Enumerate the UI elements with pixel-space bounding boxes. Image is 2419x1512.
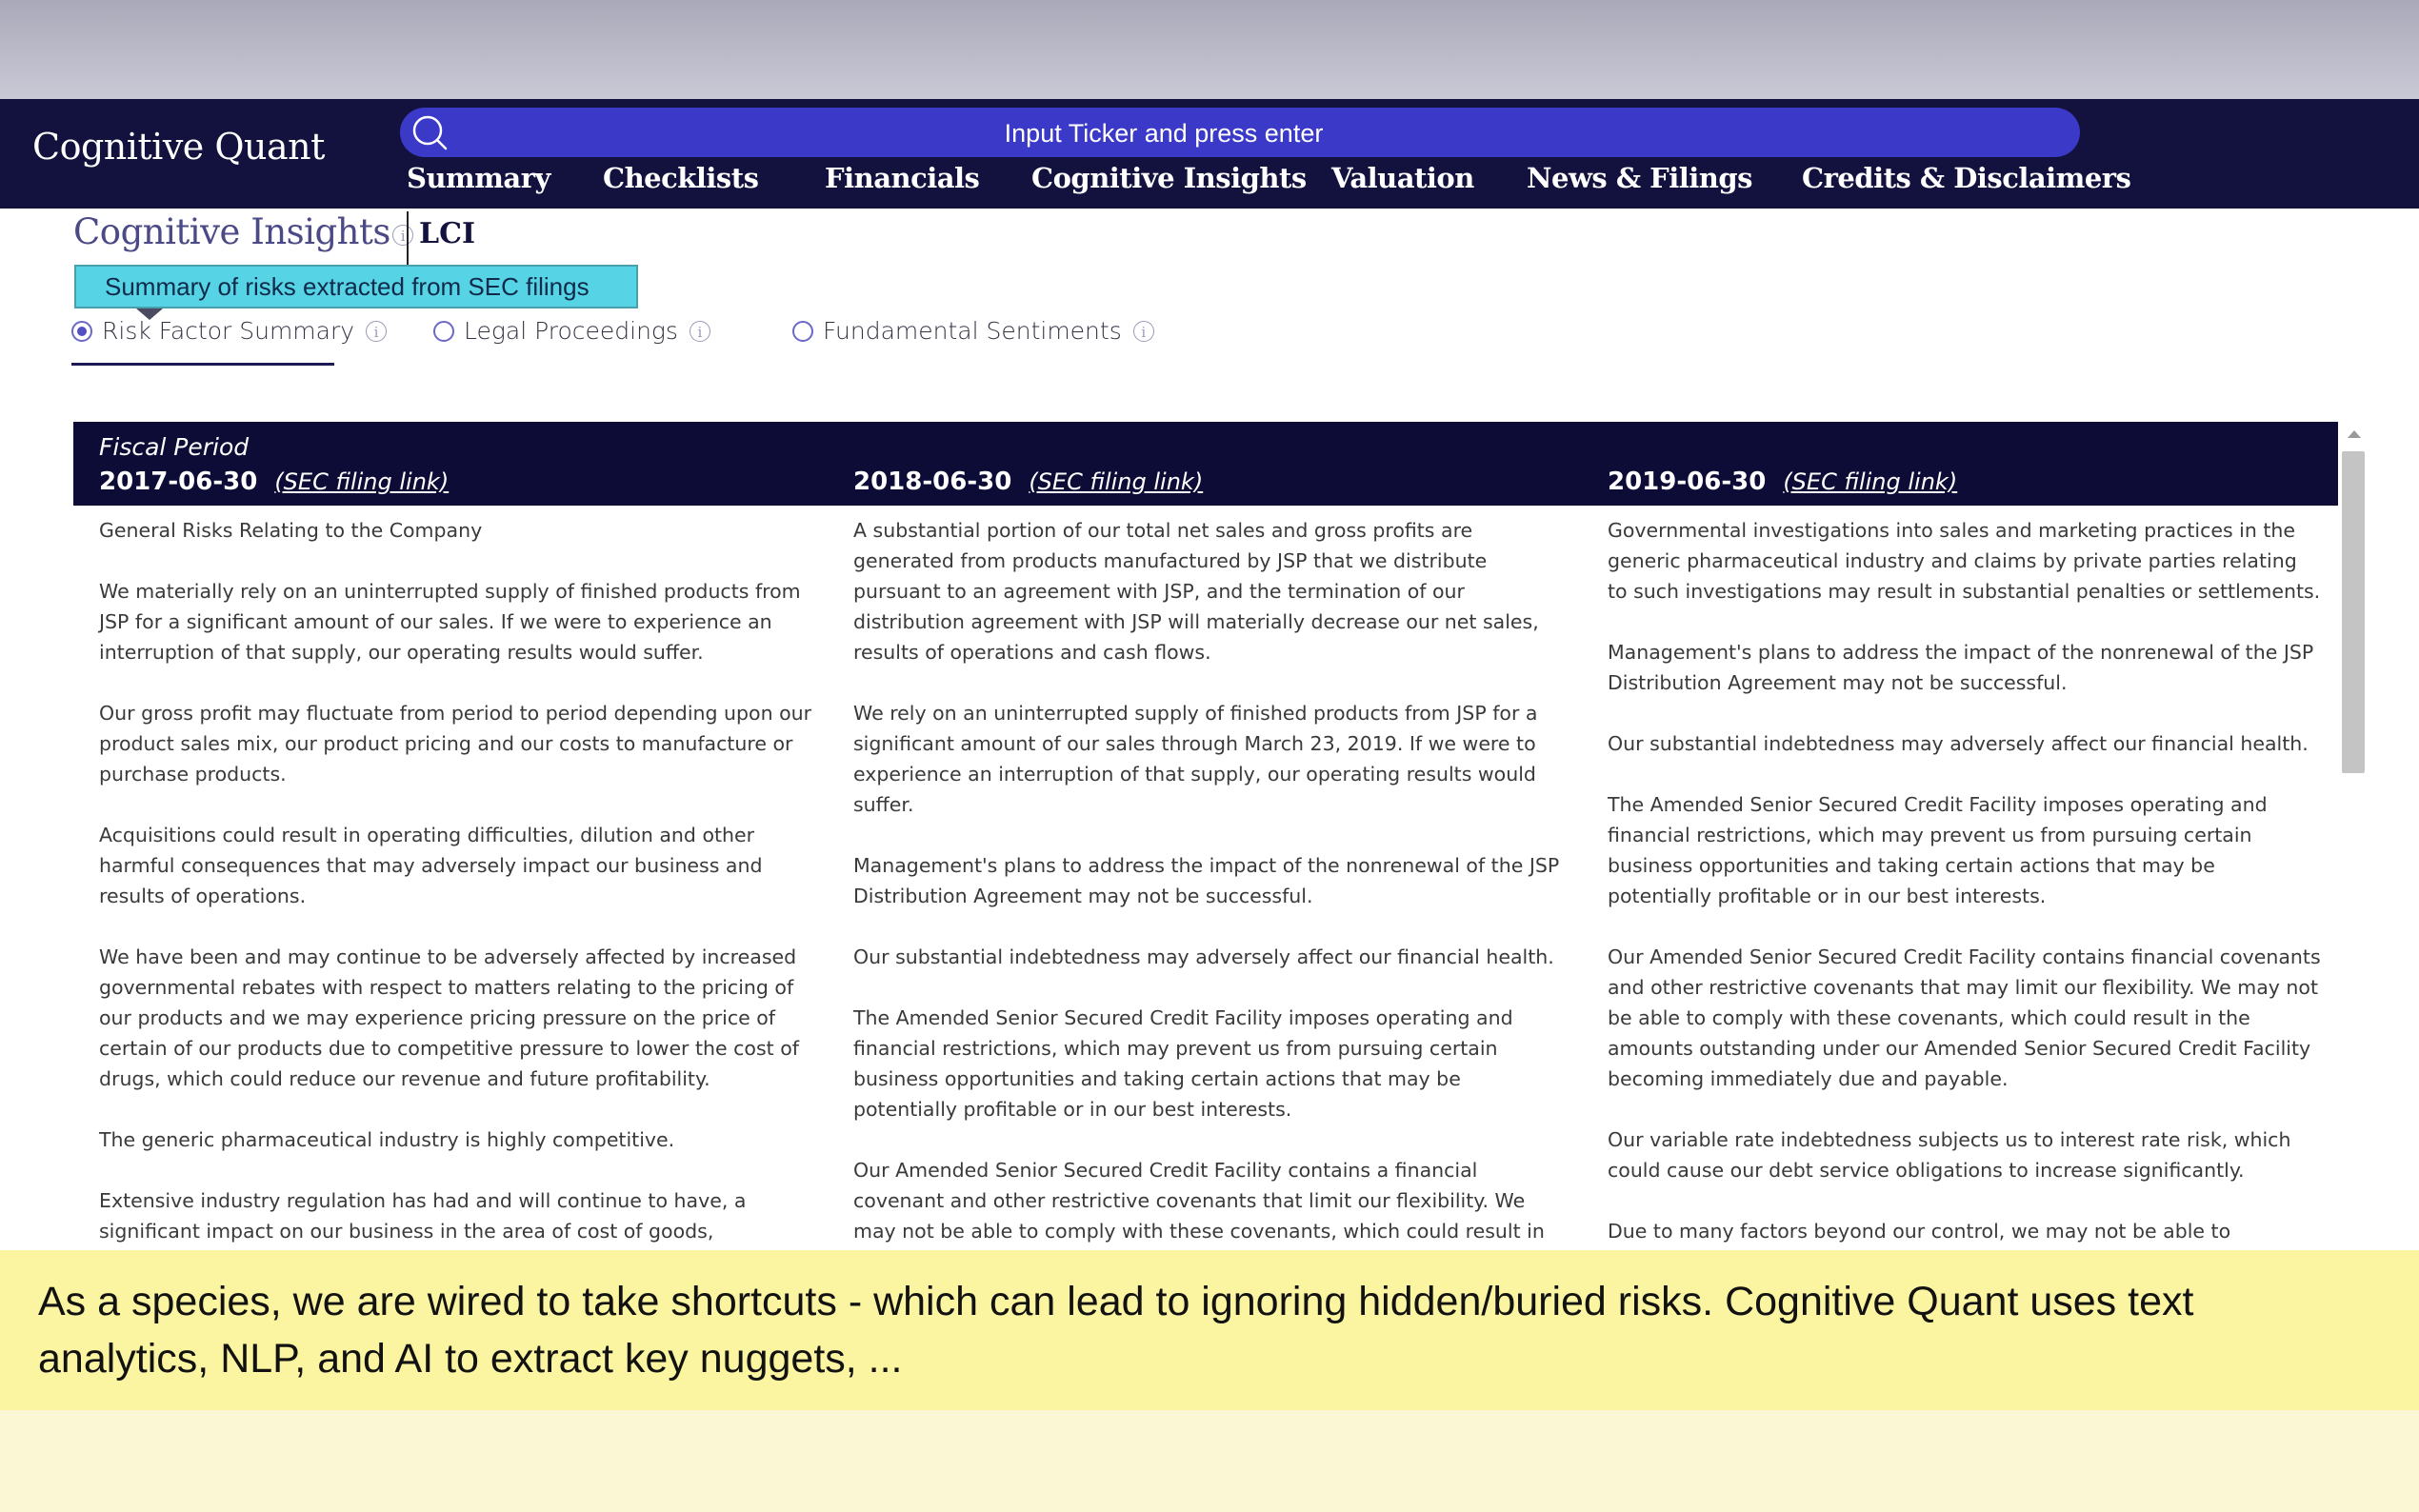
risk-item: The Amended Senior Secured Credit Facility imposes operating and financial restrictions, which may prevent us from pursuing certain business opportunities and taking certain actions that may be potentially profitable or in our best interests.	[853, 1006, 1513, 1121]
tab-cognitive-insights[interactable]: Cognitive Insights	[1031, 162, 1307, 194]
radio-legal-proceedings[interactable]	[433, 317, 710, 345]
risk-item: Our Amended Senior Secured Credit Facility contains a financial covenant and other restrictive covenants that limit our flexibility. We may not be able to comply with these covenants, which could result in	[853, 1159, 1545, 1243]
risk-item: Our gross profit may fluctuate from period to period depending upon our product sales mix, our product pricing and our costs to manufacture or purchase products.	[99, 702, 812, 786]
radio-risk-factor-summary[interactable]	[71, 317, 387, 345]
risk-item: Acquisitions could result in operating difficulties, dilution and other harmful consequences that may adversely impact our business and results of operations.	[99, 824, 763, 907]
radio-label: Risk Factor Summary	[102, 317, 355, 345]
navbar	[0, 99, 2419, 209]
risk-column-2018	[853, 515, 1568, 1250]
caption-band	[0, 1250, 2419, 1410]
sec-filing-link[interactable]: (SEC filing link)	[1783, 468, 1958, 495]
title-divider	[407, 211, 409, 265]
risk-item: Our substantial indebtedness may adversely affect our financial health.	[853, 945, 1554, 968]
radio-label: Legal Proceedings	[464, 317, 678, 345]
risk-item: A substantial portion of our total net sales and gross profits are generated from products manufactured by JSP that we distribute pursuant to an agreement with JSP, and the termination of our distribution agreement with JSP will materially decrease our net sales, results of operations and cash flows.	[853, 519, 1539, 664]
risk-item: We materially rely on an uninterrupted supply of finished products from JSP for a significant amount of our sales. If we were to experience an interruption of that supply, our operating results would suffer.	[99, 580, 801, 664]
risk-item: Our substantial indebtedness may adversely affect our financial health.	[1608, 732, 2309, 755]
column-header	[99, 468, 449, 496]
tab-financials[interactable]: Financials	[825, 162, 980, 194]
risk-item: Extensive industry regulation has had and will continue to have, a significant impact on our business in the area of cost of goods,	[99, 1189, 747, 1243]
radio-unchecked-icon[interactable]	[792, 321, 813, 342]
fiscal-period-date: 2018-06-30	[853, 468, 1012, 496]
ticker-search-bar	[400, 108, 2080, 157]
tooltip: Summary of risks extracted from SEC filings	[74, 265, 638, 308]
sec-filing-link[interactable]: (SEC filing link)	[274, 468, 450, 495]
scroll-up-arrow-icon[interactable]	[2348, 430, 2361, 438]
info-icon[interactable]: i	[690, 321, 710, 342]
radio-label: Fundamental Sentiments	[823, 317, 1122, 345]
risk-item: Management's plans to address the impact of the nonrenewal of the JSP Distribution Agreement may not be successful.	[853, 854, 1560, 907]
top-background	[0, 0, 2419, 99]
tab-summary[interactable]: Summary	[407, 162, 550, 194]
page-title-text: Cognitive Insights	[73, 211, 390, 252]
radio-unchecked-icon[interactable]	[433, 321, 454, 342]
risk-column-2017	[99, 515, 813, 1250]
fiscal-period-date: 2019-06-30	[1608, 468, 1767, 496]
active-radio-underline	[71, 363, 334, 366]
brand-logo[interactable]: Cognitive Quant	[32, 126, 325, 168]
tab-news-filings[interactable]: News & Filings	[1527, 162, 1752, 194]
risk-item: We rely on an uninterrupted supply of finished products from JSP for a significant amount of our sales through March 23, 2019. If we were to experience an interruption of that supply, our operating results would suffer.	[853, 702, 1538, 816]
ticker-symbol: LCI	[419, 217, 476, 250]
risk-item: We have been and may continue to be adversely affected by increased governmental rebates with respect to matters relating to the pricing of our products and we may experience pricing pressure on the price of certain of our products due to competitive pressure to lower the cost of drugs, which could reduce our revenue and future profitability.	[99, 945, 799, 1090]
risk-item: Governmental investigations into sales and marketing practices in the generic pharmaceutical industry and claims by private parties relating to such investigations may result in substantial penalties or settlements.	[1608, 519, 2321, 603]
fiscal-period-date: 2017-06-30	[99, 468, 258, 496]
radio-checked-icon[interactable]	[71, 321, 92, 342]
risk-item: Our Amended Senior Secured Credit Facility contains financial covenants and other restrictive covenants that may limit our flexibility. We may not be able to comply with these covenants, which could result in the amounts outstanding under our Amended Senior Secured Credit Facility becoming immediately due and payable.	[1608, 945, 2321, 1090]
table-header	[73, 422, 2338, 506]
sec-filing-link[interactable]: (SEC filing link)	[1029, 468, 1204, 495]
risk-item: Management's plans to address the impact of the nonrenewal of the JSP Distribution Agreement may not be successful.	[1608, 641, 2314, 694]
risk-item: General Risks Relating to the Company	[99, 519, 483, 542]
risk-item: Our variable rate indebtedness subjects us to interest rate risk, which could cause our debt service obligations to increase significantly.	[1608, 1128, 2291, 1182]
tab-credits-disclaimers[interactable]: Credits & Disclaimers	[1802, 162, 2131, 194]
info-icon[interactable]: i	[1133, 321, 1154, 342]
tab-valuation[interactable]: Valuation	[1331, 162, 1474, 194]
risk-column-2019	[1608, 515, 2322, 1250]
page-title	[73, 211, 413, 252]
risk-item: Due to many factors beyond our control, we may not be able to	[1608, 1220, 2231, 1243]
risk-item: The Amended Senior Secured Credit Facility imposes operating and financial restrictions, which may prevent us from pursuing certain business opportunities and taking certain actions that may be potentially profitable or in our best interests.	[1608, 793, 2268, 907]
scrollbar-thumb[interactable]	[2342, 451, 2365, 773]
risk-item: The generic pharmaceutical industry is highly competitive.	[99, 1128, 675, 1151]
fiscal-period-label: Fiscal Period	[99, 433, 250, 461]
caption-text: As a species, we are wired to take shortcuts - which can lead to ignoring hidden/buried risks. Cognitive Quant uses text analytics, NLP, and AI to extract key nuggets, ...	[38, 1279, 2194, 1382]
search-icon[interactable]	[411, 114, 448, 150]
tab-checklists[interactable]: Checklists	[603, 162, 759, 194]
risk-factor-table	[73, 422, 2338, 1250]
bottom-band	[0, 1410, 2419, 1512]
column-header	[1608, 468, 1957, 496]
info-icon[interactable]: i	[366, 321, 387, 342]
column-header	[853, 468, 1203, 496]
ticker-search-input[interactable]	[457, 108, 1870, 159]
info-icon[interactable]: i	[392, 225, 413, 246]
radio-fundamental-sentiments[interactable]	[792, 317, 1154, 345]
